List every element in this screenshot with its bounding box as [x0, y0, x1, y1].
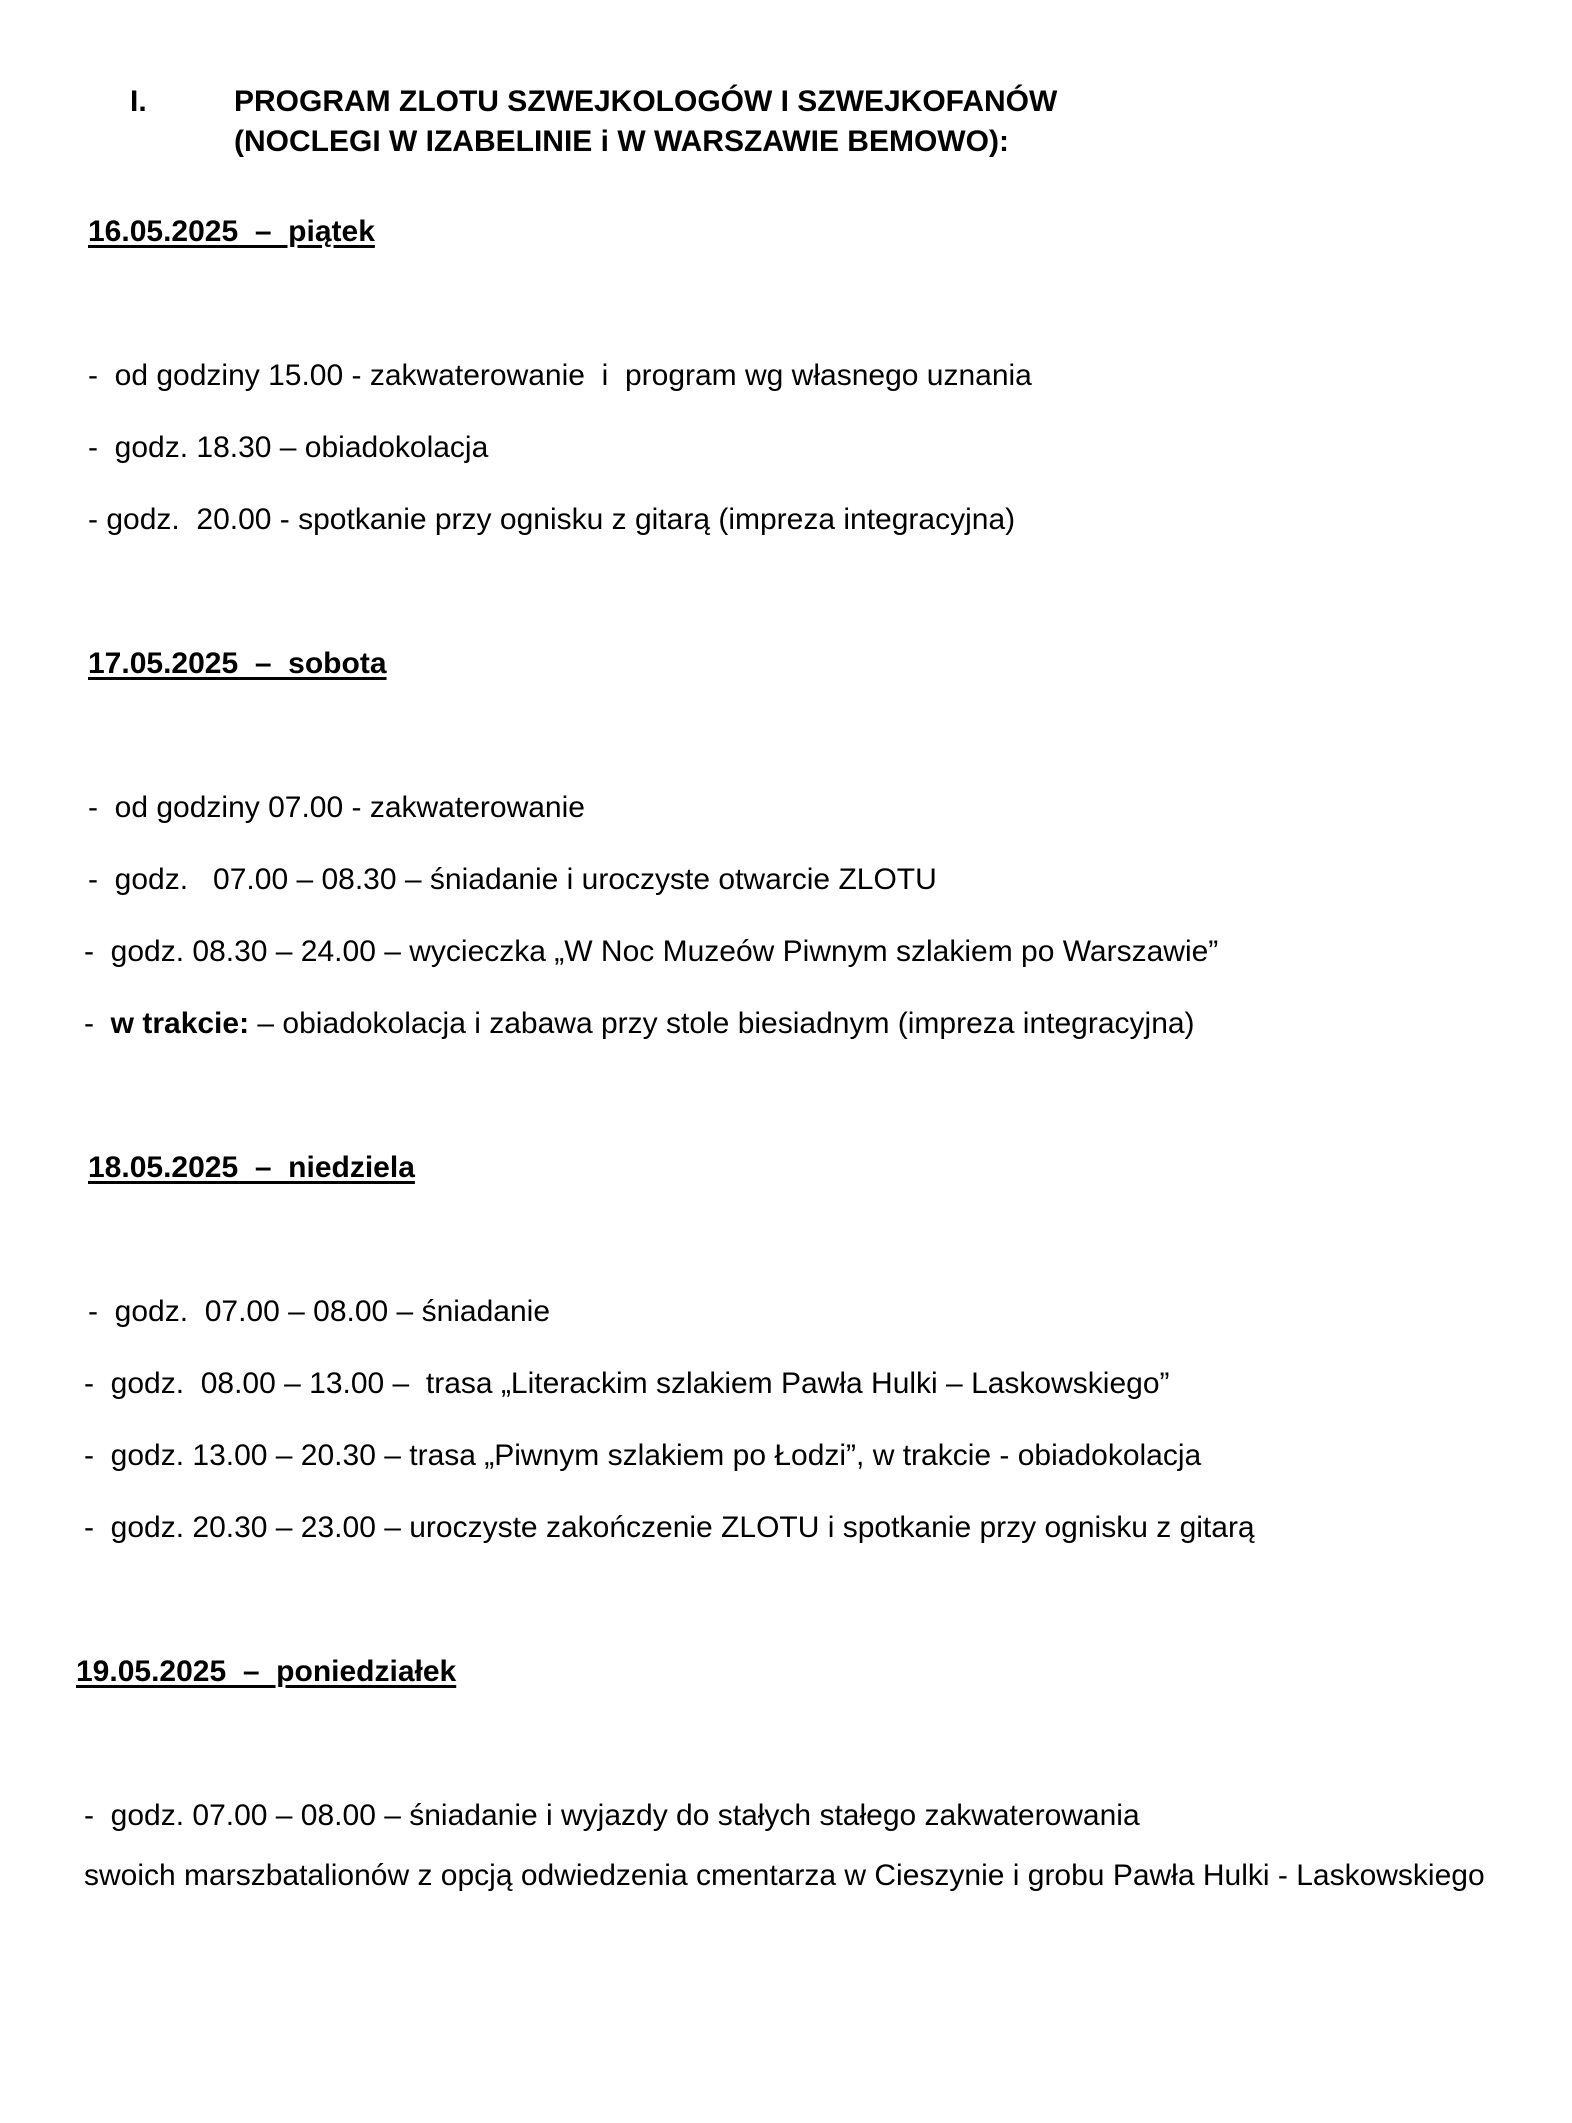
schedule-item: - godz. 07.00 – 08.00 – śniadanie — [88, 1295, 551, 1328]
schedule-item: - godz. 20.30 – 23.00 – uroczyste zakończenie ZLOTU i spotkanie przy ognisku z gitarą — [84, 1511, 1255, 1544]
title-line-2: (NOCLEGI W IZABELINIE i W WARSZAWIE BEMOWO): — [234, 125, 1009, 158]
schedule-item: - godz. 08.30 – 24.00 – wycieczka „W Noc Muzeów Piwnym szlakiem po Warszawie” — [84, 935, 1219, 968]
schedule-item: - od godziny 15.00 - zakwaterowanie i program wg własnego uznania — [88, 359, 1032, 392]
day-heading-2: 17.05.2025 – sobota — [88, 647, 387, 680]
section-number: I. — [130, 85, 147, 118]
schedule-paragraph: swoich marszbatalionów z opcją odwiedzenia cmentarza w Cieszynie i grobu Pawła Hulki - Laskowskiego — [84, 1859, 1485, 1892]
schedule-item-highlight: - w trakcie: – obiadokolacja i zabawa przy stole biesiadnym (impreza integracyjna) — [84, 1007, 1195, 1040]
schedule-item: - godz. 07.00 – 08.00 – śniadanie i wyjazdy do stałych stałego zakwaterowania — [84, 1799, 1140, 1832]
schedule-item: - godz. 18.30 – obiadokolacja — [88, 431, 489, 464]
bold-label: w trakcie: — [110, 1007, 250, 1040]
title-line-1: PROGRAM ZLOTU SZWEJKOLOGÓW I SZWEJKOFANÓW — [234, 85, 1058, 118]
schedule-item: - godz. 20.00 - spotkanie przy ognisku z gitarą (impreza integracyjna) — [88, 503, 1016, 536]
day-heading-1: 16.05.2025 – piątek — [88, 215, 375, 248]
schedule-item: - godz. 08.00 – 13.00 – trasa „Literackim szlakiem Pawła Hulki – Laskowskiego” — [84, 1367, 1170, 1400]
day-heading-4: 19.05.2025 – poniedziałek — [76, 1655, 457, 1688]
schedule-item: - godz. 07.00 – 08.30 – śniadanie i uroczyste otwarcie ZLOTU — [88, 863, 937, 896]
day-heading-3: 18.05.2025 – niedziela — [88, 1151, 415, 1184]
schedule-item: - godz. 13.00 – 20.30 – trasa „Piwnym szlakiem po Łodzi”, w trakcie - obiadokolacja — [84, 1439, 1202, 1472]
schedule-item: - od godziny 07.00 - zakwaterowanie — [88, 791, 585, 824]
